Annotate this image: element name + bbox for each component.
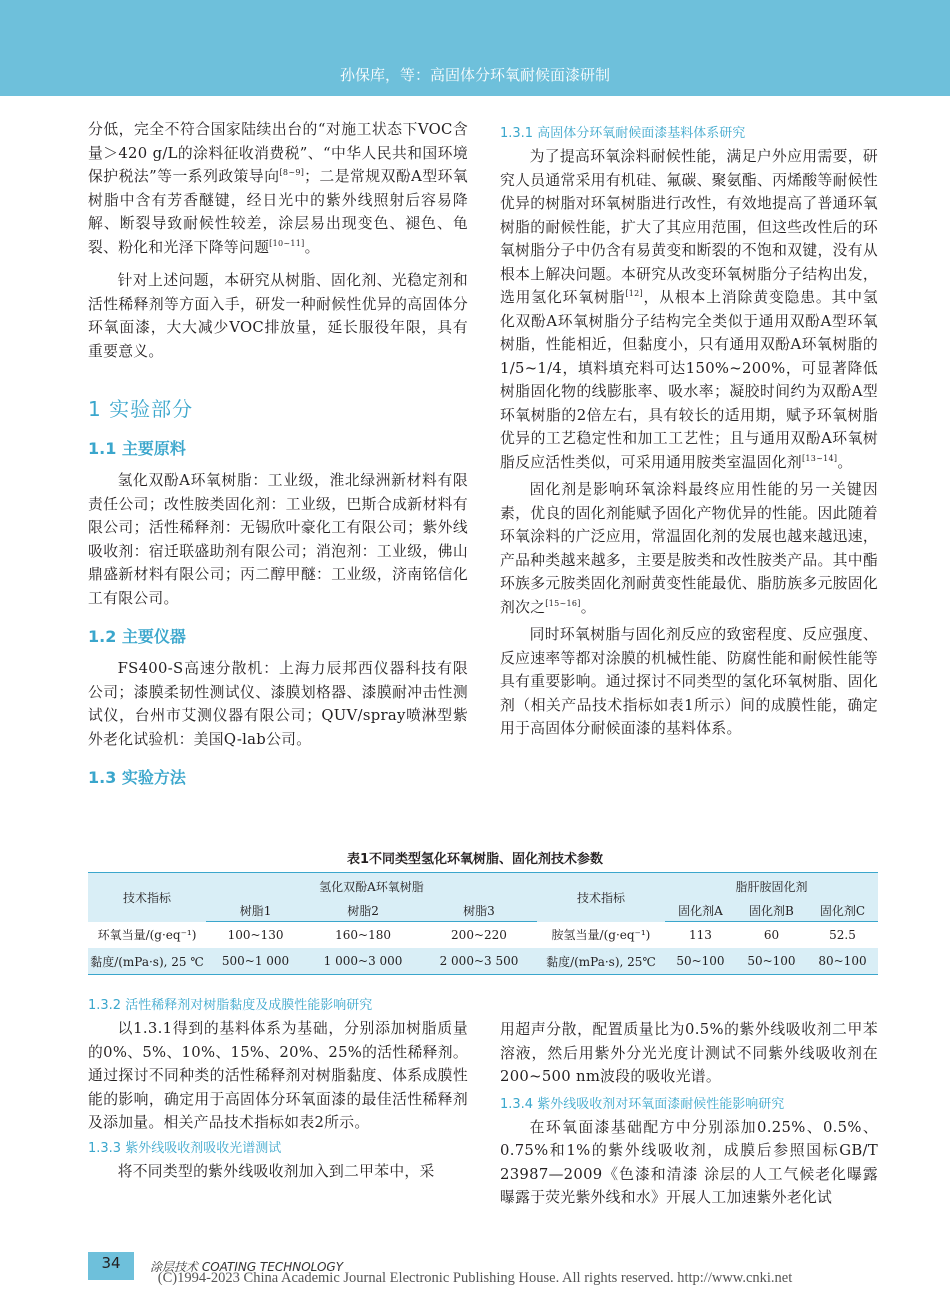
table-group-header: 脂肝胺固化剂 [665,873,878,900]
paragraph: 针对上述问题，本研究从树脂、固化剂、光稳定剂和活性稀释剂等方面入手，研发一种耐候性优异的高固体分环氧面漆，大大减少VOC排放量，延长服役年限，具有重要意义。 [88,272,468,360]
paragraph: 在环氧面漆基础配方中分别添加0.25%、0.5%、0.75%和1%的紫外线吸收剂，成膜后参照国标GB/T 23987—2009《色漆和清漆 涂层的人工气候老化曝露 曝露于荧光紫外线和水》开展人工加速紫外老化试 [500,1118,878,1206]
section-heading: 1 实验部分 [88,397,194,421]
table-cell: 50~100 [665,948,736,975]
table-cell: 500~1 000 [206,948,305,975]
right-column-lower [500,1018,878,1210]
table-cell: 环氧当量/(g·eq⁻¹) [97,928,197,943]
table-row [88,948,878,975]
table-header: 固化剂C [807,899,878,922]
right-column [500,118,878,741]
table-group-header: 氢化双酚A环氧树脂 [206,873,537,900]
table-cell: 160~180 [335,928,391,942]
citation[interactable]: [8~9] [279,168,305,177]
subsection-heading: 1.1 主要原料 [88,439,186,458]
subsubsection-heading: 1.3.2 活性稀释剂对树脂黏度及成膜性能影响研究 [88,998,373,1013]
paragraph: 以1.3.1得到的基料体系为基础，分别添加树脂质量的0%、5%、10%、15%、20%、25%的活性稀释剂。通过探讨不同种类的活性稀释剂对树脂黏度、体系成膜性能的影响，确定用于高固体分环氧面漆的最佳活性稀释剂及添加量。相关产品技术指标如表2所示。 [88,1020,468,1131]
table-cell: 50~100 [736,948,807,975]
table-caption: 表1不同类型氢化环氧树脂、固化剂技术参数 [346,852,604,867]
paragraph: 同时环氧树脂与固化剂反应的致密程度、反应强度、反应速率等都对涂膜的机械性能、防腐性能和耐候性能等具有重要影响。通过探讨不同类型的氢化环氧树脂、固化剂（相关产品技术指标如表1所示）间的成膜性能，确定用于高固体分耐候面漆的基料体系。 [500,626,878,737]
running-header: 孙保库，等：高固体分环氧耐候面漆研制 [339,66,610,84]
left-column [88,118,468,798]
table-header: 固化剂A [665,899,736,922]
table-header: 树脂1 [206,899,305,922]
copyright-notice: (C)1994-2023 China Academic Journal Electronic Publishing House. All rights reserved. http://www.cnki.net [157,1270,793,1286]
paragraph: 固化剂是影响环氧涂料最终应用性能的另一关键因素，优良的固化剂能赋予固化产物优异的性能。因此随着环氧涂料的广泛应用，常温固化剂的发展也越来越迅速，产品种类越来越多，主要是胺类和改性胺类产品。其中酯环族多元胺类固化剂耐黄变性能最优、脂肪族多元胺固化剂次之[15~16]。 [500,481,878,616]
page-number: 34 [101,1254,121,1272]
table-cell: 113 [689,928,712,942]
table-row [88,922,878,949]
tech-params-table [88,872,878,975]
journal-name: 涂层技术 COATING TECHNOLOGY [150,1260,344,1274]
paragraph: 分低，完全不符合国家陆续出台的“对施工状态下VOC含量＞420 g/L的涂料征收消费税”、“中华人民共和国环境保护税法”等一系列政策导向[8~9]；二是常规双酚A型环氧树脂中含有芳香醚键，经日光中的紫外线照射后容易降解、断裂导致耐候性较差，涂层易出现变色、褪色、龟裂、粉化和光泽下降等问题[10~11]。 [88,121,468,256]
table-cell: 1 000~3 000 [305,948,421,975]
table-cell: 80~100 [807,948,878,975]
subsection-heading: 1.2 主要仪器 [88,627,186,646]
table-header: 树脂3 [421,899,537,922]
table-cell: 60 [763,928,780,942]
table-cell: 2 000~3 500 [421,948,537,975]
citation[interactable]: [15~16] [545,598,581,608]
subsubsection-heading: 1.3.3 紫外线吸收剂吸收光谱测试 [88,1140,282,1156]
subsubsection-heading: 1.3.4 紫外线吸收剂对环氧面漆耐候性能影响研究 [500,1096,785,1112]
paragraph: 氢化双酚A环氧树脂：工业级，淮北绿洲新材料有限责任公司；改性胺类固化剂：工业级，巴斯合成新材料有限公司；活性稀释剂：无锡欣叶豪化工有限公司；紫外线吸收剂：宿迁联盛助剂有限公司；消泡剂：工业级，佛山鼎盛新材料有限公司；丙二醇甲醚：工业级，济南铭信化工有限公司。 [88,472,468,607]
table-header: 技术指标 [537,873,665,922]
table-cell: 200~220 [451,928,507,942]
table-header: 固化剂B [736,899,807,922]
subsection-heading: 1.3 实验方法 [88,768,186,787]
paragraph: FS400-S高速分散机：上海力辰邦西仪器科技有限公司；漆膜柔韧性测试仪、漆膜划格器、漆膜耐冲击性测试仪，台州市艾测仪器有限公司；QUV/spray喷淋型紫外老化试验机：美国Q-lab公司。 [88,660,468,748]
citation[interactable]: [12] [625,289,643,298]
table-cell: 52.5 [829,928,856,942]
table-cell: 胺氢当量/(g·eq⁻¹) [551,928,651,943]
table-header: 树脂2 [305,899,421,922]
left-column-lower [88,990,468,1183]
citation[interactable]: [13~14] [801,453,838,463]
paragraph: 将不同类型的紫外线吸收剂加入到二甲苯中，采 [117,1162,435,1180]
table-cell: 100~130 [227,928,284,942]
table-cell: 黏度/(mPa·s), 25 ℃ [88,948,206,975]
table-header: 技术指标 [88,873,206,922]
paragraph: 为了提高环氧涂料耐候性能，满足户外应用需要，研究人员通常采用有机硅、氟碳、聚氨酯、丙烯酸等耐候性优异的树脂对环氧树脂进行改性，有效地提高了普通环氧树脂的耐候性能，扩大了其应用范围，但这些改性后的环氧树脂分子中仍含有易黄变和断裂的不饱和双键，没有从根本上解决问题。本研究从改变环氧树脂分子结构出发，选用氢化环氧树脂[12]，从根本上消除黄变隐患。其中氢化双酚A环氧树脂分子结构完全类似于通用双酚A型环氧树脂，性能相近，但黏度小，只有通用双酚A环氧树脂的1/5~1/4，填料填充料可达150%~200%，可显著降低树脂固化物的线膨胀率、吸水率；凝胶时间约为双酚A型环氧树脂的2倍左右，具有较长的适用期，赋予环氧树脂优异的工艺稳定性和加工工艺性；且与通用双酚A环氧树脂反应活性类似，可采用通用胺类室温固化剂[13~14]。 [500,148,878,471]
paragraph: 用超声分散，配置质量比为0.5%的紫外线吸收剂二甲苯溶液，然后用紫外分光光度计测试不同紫外线吸收剂在200~500 nm波段的吸收光谱。 [500,1021,878,1085]
subsubsection-heading: 1.3.1 高固体分环氧耐候面漆基料体系研究 [500,126,746,141]
citation[interactable]: [10~11] [269,238,305,248]
table-cell: 黏度/(mPa·s), 25℃ [537,948,665,975]
